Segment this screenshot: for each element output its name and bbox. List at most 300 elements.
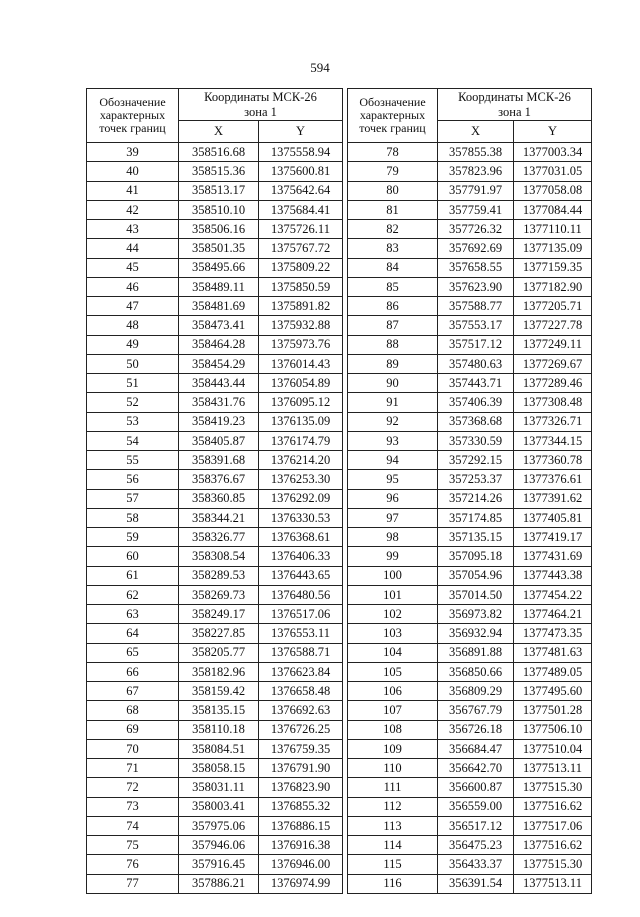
y-coordinate-cell: 1377516.62 [514, 797, 592, 816]
point-number-cell: 104 [348, 643, 438, 662]
x-coordinate-cell: 358159.42 [179, 682, 259, 701]
x-coordinate-cell: 356891.88 [438, 643, 514, 662]
table-row [348, 874, 592, 893]
x-coordinate-cell: 358506.16 [179, 220, 259, 239]
y-coordinate-cell: 1376974.99 [259, 874, 343, 893]
table-row [348, 720, 592, 739]
point-number-cell: 92 [348, 412, 438, 431]
point-number-cell: 75 [87, 836, 179, 855]
table-row [87, 874, 343, 893]
y-header: Y [259, 121, 343, 143]
point-number-cell: 71 [87, 759, 179, 778]
table-row [87, 836, 343, 855]
point-number-cell: 40 [87, 162, 179, 181]
table-row [87, 200, 343, 219]
point-number-cell: 114 [348, 836, 438, 855]
table-row [348, 566, 592, 585]
y-coordinate-cell: 1377110.11 [514, 220, 592, 239]
coordinates-table-left [86, 88, 343, 894]
y-coordinate-cell: 1376480.56 [259, 585, 343, 604]
x-coordinate-cell: 357174.85 [438, 508, 514, 527]
x-coordinate-cell: 357886.21 [179, 874, 259, 893]
table-row [87, 566, 343, 585]
x-coordinate-cell: 357214.26 [438, 489, 514, 508]
page-number: 594 [310, 60, 330, 75]
table-row [348, 778, 592, 797]
point-number-cell: 73 [87, 797, 179, 816]
point-number-cell: 89 [348, 354, 438, 373]
x-coordinate-cell: 357054.96 [438, 566, 514, 585]
x-coordinate-cell: 357480.63 [438, 354, 514, 373]
table-row [87, 239, 343, 258]
point-number-cell: 101 [348, 585, 438, 604]
table-row [87, 162, 343, 181]
table-row [87, 143, 343, 162]
y-coordinate-cell: 1376623.84 [259, 662, 343, 681]
x-coordinate-cell: 358405.87 [179, 431, 259, 450]
point-number-cell: 53 [87, 412, 179, 431]
y-coordinate-cell: 1375809.22 [259, 258, 343, 277]
table-row [87, 470, 343, 489]
y-coordinate-cell: 1376054.89 [259, 374, 343, 393]
x-coordinate-cell: 358249.17 [179, 605, 259, 624]
y-coordinate-cell: 1376823.90 [259, 778, 343, 797]
y-coordinate-cell: 1377516.62 [514, 836, 592, 855]
point-number-cell: 45 [87, 258, 179, 277]
point-number-cell: 81 [348, 200, 438, 219]
x-coordinate-cell: 358205.77 [179, 643, 259, 662]
table-row [348, 585, 592, 604]
table-row [87, 759, 343, 778]
x-coordinate-cell: 357368.68 [438, 412, 514, 431]
point-number-cell: 43 [87, 220, 179, 239]
table-row [87, 701, 343, 720]
x-coordinate-cell: 356642.70 [438, 759, 514, 778]
table-row [87, 431, 343, 450]
y-coordinate-cell: 1375932.88 [259, 316, 343, 335]
y-coordinate-cell: 1377501.28 [514, 701, 592, 720]
y-coordinate-cell: 1376443.65 [259, 566, 343, 585]
y-coordinate-cell: 1377513.11 [514, 874, 592, 893]
y-coordinate-cell: 1377031.05 [514, 162, 592, 181]
point-number-cell: 76 [87, 855, 179, 874]
x-coordinate-cell: 358481.69 [179, 297, 259, 316]
y-coordinate-cell: 1376726.25 [259, 720, 343, 739]
y-coordinate-cell: 1375684.41 [259, 200, 343, 219]
x-coordinate-cell: 358084.51 [179, 739, 259, 758]
point-number-cell: 68 [87, 701, 179, 720]
x-coordinate-cell: 357623.90 [438, 277, 514, 296]
y-coordinate-cell: 1375767.72 [259, 239, 343, 258]
y-coordinate-cell: 1377308.48 [514, 393, 592, 412]
y-coordinate-cell: 1376014.43 [259, 354, 343, 373]
x-header: X [438, 121, 514, 143]
table-row [87, 682, 343, 701]
x-coordinate-cell: 356973.82 [438, 605, 514, 624]
table-row [348, 470, 592, 489]
table-row [348, 739, 592, 758]
x-coordinate-cell: 357588.77 [438, 297, 514, 316]
x-coordinate-cell: 358182.96 [179, 662, 259, 681]
point-number-cell: 46 [87, 277, 179, 296]
y-coordinate-cell: 1377405.81 [514, 508, 592, 527]
y-coordinate-cell: 1376406.33 [259, 547, 343, 566]
y-coordinate-cell: 1377513.11 [514, 759, 592, 778]
point-number-cell: 39 [87, 143, 179, 162]
table-row [348, 836, 592, 855]
point-number-cell: 51 [87, 374, 179, 393]
point-number-cell: 58 [87, 508, 179, 527]
table-row [348, 393, 592, 412]
x-coordinate-cell: 358489.11 [179, 277, 259, 296]
point-number-cell: 90 [348, 374, 438, 393]
point-number-cell: 79 [348, 162, 438, 181]
y-coordinate-cell: 1377344.15 [514, 431, 592, 450]
point-number-cell: 82 [348, 220, 438, 239]
y-coordinate-cell: 1377506.10 [514, 720, 592, 739]
point-number-cell: 88 [348, 335, 438, 354]
table-row [87, 855, 343, 874]
point-number-cell: 116 [348, 874, 438, 893]
table-row [87, 585, 343, 604]
x-coordinate-cell: 357791.97 [438, 181, 514, 200]
table-row [87, 489, 343, 508]
x-coordinate-cell: 358473.41 [179, 316, 259, 335]
table-row [348, 316, 592, 335]
point-number-cell: 102 [348, 605, 438, 624]
y-coordinate-cell: 1375600.81 [259, 162, 343, 181]
point-number-cell: 55 [87, 451, 179, 470]
y-coordinate-cell: 1377495.60 [514, 682, 592, 701]
point-number-cell: 72 [87, 778, 179, 797]
x-header: X [179, 121, 259, 143]
point-number-cell: 96 [348, 489, 438, 508]
point-number-cell: 109 [348, 739, 438, 758]
y-coordinate-cell: 1377289.46 [514, 374, 592, 393]
x-coordinate-cell: 356850.66 [438, 662, 514, 681]
table-row [348, 297, 592, 316]
table-row [348, 143, 592, 162]
x-coordinate-cell: 356475.23 [438, 836, 514, 855]
y-coordinate-cell: 1377159.35 [514, 258, 592, 277]
coordinates-header: Координаты МСК-26 зона 1 [179, 89, 343, 121]
x-coordinate-cell: 358031.11 [179, 778, 259, 797]
table-row [348, 220, 592, 239]
point-number-cell: 108 [348, 720, 438, 739]
point-number-cell: 83 [348, 239, 438, 258]
point-number-cell: 54 [87, 431, 179, 450]
point-number-cell: 61 [87, 566, 179, 585]
table-row [348, 624, 592, 643]
y-coordinate-cell: 1376588.71 [259, 643, 343, 662]
x-coordinate-cell: 357975.06 [179, 816, 259, 835]
point-number-cell: 94 [348, 451, 438, 470]
point-number-cell: 48 [87, 316, 179, 335]
point-number-cell: 56 [87, 470, 179, 489]
y-coordinate-cell: 1376916.38 [259, 836, 343, 855]
table-row [348, 759, 592, 778]
y-coordinate-cell: 1376791.90 [259, 759, 343, 778]
y-coordinate-cell: 1377135.09 [514, 239, 592, 258]
x-coordinate-cell: 356767.79 [438, 701, 514, 720]
x-coordinate-cell: 358227.85 [179, 624, 259, 643]
y-coordinate-cell: 1377326.71 [514, 412, 592, 431]
point-number-cell: 63 [87, 605, 179, 624]
point-number-cell: 47 [87, 297, 179, 316]
y-coordinate-cell: 1377431.69 [514, 547, 592, 566]
table-row [348, 643, 592, 662]
table-row [87, 605, 343, 624]
point-number-cell: 105 [348, 662, 438, 681]
point-number-cell: 70 [87, 739, 179, 758]
y-coordinate-cell: 1377269.67 [514, 354, 592, 373]
table-row [87, 662, 343, 681]
x-coordinate-cell: 358513.17 [179, 181, 259, 200]
x-coordinate-cell: 356517.12 [438, 816, 514, 835]
x-coordinate-cell: 357916.45 [179, 855, 259, 874]
point-number-cell: 64 [87, 624, 179, 643]
x-coordinate-cell: 356433.37 [438, 855, 514, 874]
y-coordinate-cell: 1375558.94 [259, 143, 343, 162]
y-coordinate-cell: 1376330.53 [259, 508, 343, 527]
y-coordinate-cell: 1376292.09 [259, 489, 343, 508]
point-number-cell: 103 [348, 624, 438, 643]
x-coordinate-cell: 356559.00 [438, 797, 514, 816]
x-coordinate-cell: 358419.23 [179, 412, 259, 431]
y-coordinate-cell: 1377454.22 [514, 585, 592, 604]
x-coordinate-cell: 358135.15 [179, 701, 259, 720]
table-row [348, 489, 592, 508]
x-coordinate-cell: 356600.87 [438, 778, 514, 797]
y-coordinate-cell: 1377481.63 [514, 643, 592, 662]
point-number-cell: 115 [348, 855, 438, 874]
y-coordinate-cell: 1377249.11 [514, 335, 592, 354]
x-coordinate-cell: 357253.37 [438, 470, 514, 489]
y-coordinate-cell: 1376855.32 [259, 797, 343, 816]
x-coordinate-cell: 357759.41 [438, 200, 514, 219]
y-coordinate-cell: 1377464.21 [514, 605, 592, 624]
y-coordinate-cell: 1375642.64 [259, 181, 343, 200]
table-row [348, 239, 592, 258]
x-coordinate-cell: 358495.66 [179, 258, 259, 277]
x-coordinate-cell: 357553.17 [438, 316, 514, 335]
y-coordinate-cell: 1375850.59 [259, 277, 343, 296]
x-coordinate-cell: 358003.41 [179, 797, 259, 816]
point-number-cell: 91 [348, 393, 438, 412]
table-row [87, 412, 343, 431]
point-number-cell: 112 [348, 797, 438, 816]
y-coordinate-cell: 1377058.08 [514, 181, 592, 200]
table-row [348, 701, 592, 720]
x-coordinate-cell: 358391.68 [179, 451, 259, 470]
y-coordinate-cell: 1376368.61 [259, 528, 343, 547]
table-row [348, 354, 592, 373]
x-coordinate-cell: 358344.21 [179, 508, 259, 527]
table-row [87, 316, 343, 335]
y-coordinate-cell: 1376759.35 [259, 739, 343, 758]
point-number-cell: 110 [348, 759, 438, 778]
x-coordinate-cell: 358376.67 [179, 470, 259, 489]
table-row [348, 816, 592, 835]
x-coordinate-cell: 357823.96 [438, 162, 514, 181]
point-number-cell: 97 [348, 508, 438, 527]
x-coordinate-cell: 357443.71 [438, 374, 514, 393]
table-row [87, 354, 343, 373]
x-coordinate-cell: 356932.94 [438, 624, 514, 643]
x-coordinate-cell: 356726.18 [438, 720, 514, 739]
x-coordinate-cell: 358431.76 [179, 393, 259, 412]
point-number-cell: 50 [87, 354, 179, 373]
table-row [87, 451, 343, 470]
point-number-cell: 87 [348, 316, 438, 335]
point-number-cell: 99 [348, 547, 438, 566]
table-row [87, 739, 343, 758]
table-row [87, 181, 343, 200]
table-row [87, 374, 343, 393]
y-coordinate-cell: 1377376.61 [514, 470, 592, 489]
point-number-cell: 52 [87, 393, 179, 412]
point-label-header: Обозначение характерных точек границ [87, 89, 179, 143]
x-coordinate-cell: 357135.15 [438, 528, 514, 547]
x-coordinate-cell: 358454.29 [179, 354, 259, 373]
coordinates-header: Координаты МСК-26 зона 1 [438, 89, 592, 121]
point-number-cell: 107 [348, 701, 438, 720]
table-row [87, 258, 343, 277]
table-row [87, 797, 343, 816]
point-number-cell: 113 [348, 816, 438, 835]
y-coordinate-cell: 1377227.78 [514, 316, 592, 335]
x-coordinate-cell: 358510.10 [179, 200, 259, 219]
table-row [87, 335, 343, 354]
point-label-header: Обозначение характерных точек границ [348, 89, 438, 143]
table-row [87, 547, 343, 566]
y-coordinate-cell: 1377510.04 [514, 739, 592, 758]
table-row [348, 181, 592, 200]
table-row [348, 200, 592, 219]
table-row [87, 720, 343, 739]
x-coordinate-cell: 357692.69 [438, 239, 514, 258]
x-coordinate-cell: 357406.39 [438, 393, 514, 412]
x-coordinate-cell: 358501.35 [179, 239, 259, 258]
y-coordinate-cell: 1377515.30 [514, 855, 592, 874]
coordinates-table-right [347, 88, 592, 894]
y-header: Y [514, 121, 592, 143]
point-number-cell: 57 [87, 489, 179, 508]
point-number-cell: 74 [87, 816, 179, 835]
point-number-cell: 69 [87, 720, 179, 739]
y-coordinate-cell: 1376095.12 [259, 393, 343, 412]
y-coordinate-cell: 1376517.06 [259, 605, 343, 624]
y-coordinate-cell: 1377489.05 [514, 662, 592, 681]
x-coordinate-cell: 357946.06 [179, 836, 259, 855]
x-coordinate-cell: 357014.50 [438, 585, 514, 604]
point-number-cell: 100 [348, 566, 438, 585]
point-number-cell: 111 [348, 778, 438, 797]
x-coordinate-cell: 357726.32 [438, 220, 514, 239]
y-coordinate-cell: 1376553.11 [259, 624, 343, 643]
y-coordinate-cell: 1376214.20 [259, 451, 343, 470]
point-number-cell: 80 [348, 181, 438, 200]
point-number-cell: 44 [87, 239, 179, 258]
y-coordinate-cell: 1377443.38 [514, 566, 592, 585]
y-coordinate-cell: 1376946.00 [259, 855, 343, 874]
x-coordinate-cell: 356809.29 [438, 682, 514, 701]
table-row [348, 605, 592, 624]
y-coordinate-cell: 1375726.11 [259, 220, 343, 239]
point-number-cell: 93 [348, 431, 438, 450]
table-row [348, 258, 592, 277]
x-coordinate-cell: 358308.54 [179, 547, 259, 566]
table-row [87, 393, 343, 412]
y-coordinate-cell: 1377182.90 [514, 277, 592, 296]
x-coordinate-cell: 358443.44 [179, 374, 259, 393]
y-coordinate-cell: 1377205.71 [514, 297, 592, 316]
point-number-cell: 106 [348, 682, 438, 701]
x-coordinate-cell: 358269.73 [179, 585, 259, 604]
table-row [87, 528, 343, 547]
point-number-cell: 66 [87, 662, 179, 681]
x-coordinate-cell: 357517.12 [438, 335, 514, 354]
point-number-cell: 95 [348, 470, 438, 489]
x-coordinate-cell: 357292.15 [438, 451, 514, 470]
table-row [348, 662, 592, 681]
table-row [87, 624, 343, 643]
table-row [348, 547, 592, 566]
point-number-cell: 42 [87, 200, 179, 219]
table-row [348, 412, 592, 431]
x-coordinate-cell: 358464.28 [179, 335, 259, 354]
y-coordinate-cell: 1377084.44 [514, 200, 592, 219]
x-coordinate-cell: 358515.36 [179, 162, 259, 181]
table-row [87, 277, 343, 296]
point-number-cell: 41 [87, 181, 179, 200]
y-coordinate-cell: 1375973.76 [259, 335, 343, 354]
y-coordinate-cell: 1376886.15 [259, 816, 343, 835]
table-row [348, 431, 592, 450]
x-coordinate-cell: 358516.68 [179, 143, 259, 162]
point-number-cell: 67 [87, 682, 179, 701]
table-row [348, 335, 592, 354]
y-coordinate-cell: 1376658.48 [259, 682, 343, 701]
y-coordinate-cell: 1377517.06 [514, 816, 592, 835]
table-row [87, 816, 343, 835]
table-row [87, 297, 343, 316]
x-coordinate-cell: 358360.85 [179, 489, 259, 508]
table-row [348, 508, 592, 527]
x-coordinate-cell: 356391.54 [438, 874, 514, 893]
point-number-cell: 60 [87, 547, 179, 566]
y-coordinate-cell: 1377419.17 [514, 528, 592, 547]
table-row [348, 855, 592, 874]
x-coordinate-cell: 356684.47 [438, 739, 514, 758]
table-row [348, 162, 592, 181]
point-number-cell: 77 [87, 874, 179, 893]
point-number-cell: 65 [87, 643, 179, 662]
table-row [348, 797, 592, 816]
x-coordinate-cell: 357095.18 [438, 547, 514, 566]
y-coordinate-cell: 1376692.63 [259, 701, 343, 720]
y-coordinate-cell: 1377003.34 [514, 143, 592, 162]
table-row [87, 220, 343, 239]
point-number-cell: 78 [348, 143, 438, 162]
table-row [87, 643, 343, 662]
y-coordinate-cell: 1377515.30 [514, 778, 592, 797]
point-number-cell: 85 [348, 277, 438, 296]
y-coordinate-cell: 1376135.09 [259, 412, 343, 431]
table-row [348, 374, 592, 393]
x-coordinate-cell: 358110.18 [179, 720, 259, 739]
table-row [348, 277, 592, 296]
